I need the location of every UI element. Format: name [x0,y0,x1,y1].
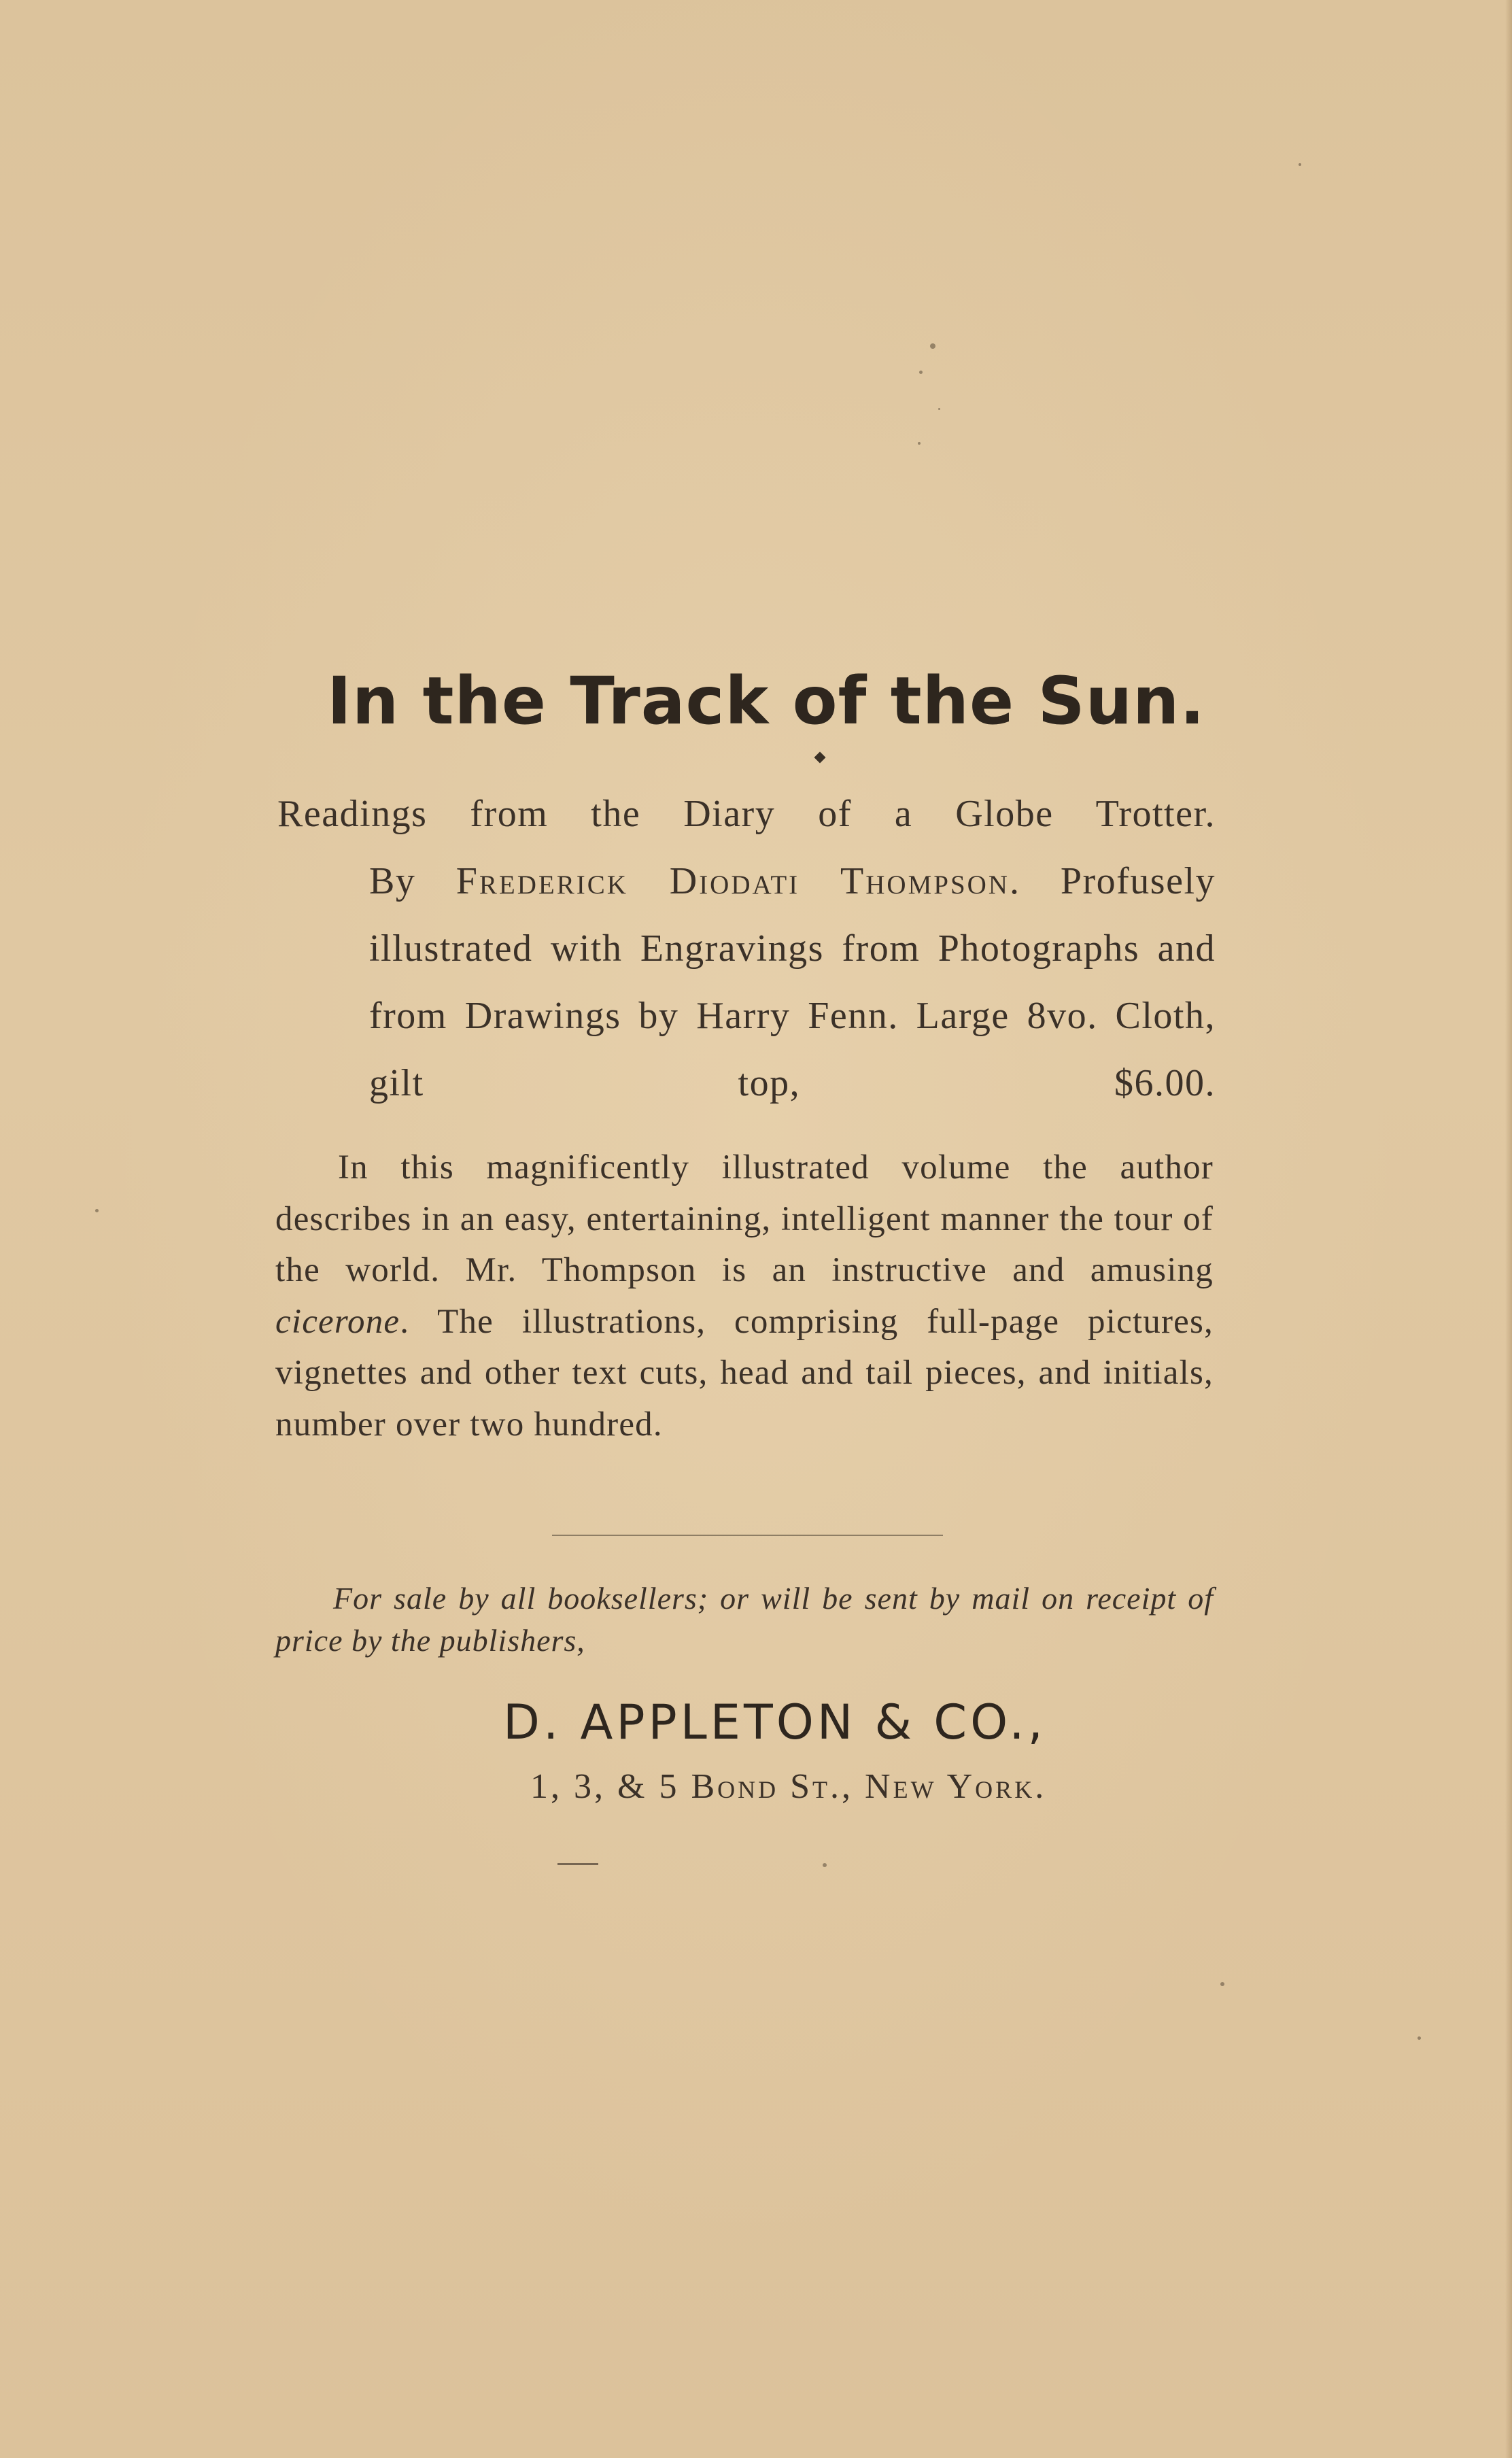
publisher-name: D. APPLETON & CO., [503,1694,1046,1750]
book-summary [275,1142,1214,1450]
paper-speck [1418,2036,1421,2040]
paper-speck [823,1863,827,1867]
paper-speck [930,343,935,349]
paper-speck [919,371,923,374]
description-details [369,848,1216,1117]
by-prefix: By [369,860,456,902]
description-rest: . Profusely illustrated with Engravings from Photographs and from Drawings by Harry Fenn. Large 8vo. Cloth, gilt top, $6.00. [369,860,1216,1104]
paper-speck [1220,1982,1224,1986]
page-edge-shadow [1505,0,1512,2458]
paper-speck [1299,163,1301,166]
description-subtitle: Readings from the Diary of a Globe Trotter. [277,793,1216,835]
footer-ornament [557,1863,598,1865]
author-name: Frederick Diodati Thompson [456,860,1010,902]
publisher-address: 1, 3, & 5 Bond St., New York. [530,1767,1047,1806]
paper-speck [918,442,921,445]
section-divider [552,1535,943,1536]
summary-part-1: In this magnificently illustrated volume the author describes in an easy, entertaining, intelligent manner the tour of the world. Mr. Thompson is an instructive and amusing [275,1148,1214,1289]
summary-part-2: . The illustrations, comprising full-page pictures, vignettes and other text cuts, head and tail pieces, and initials, number over two hundred. [275,1302,1214,1444]
title-ornament [814,752,826,764]
paper-speck [938,408,940,410]
book-title: In the Track of the Sun. [327,663,1205,739]
summary-cicerone: cicerone [275,1302,400,1341]
paper-speck [95,1209,99,1212]
book-description [277,781,1216,1117]
sale-note: For sale by all booksellers; or will be sent by mail on receipt of price by the publishers, [275,1581,1214,1658]
